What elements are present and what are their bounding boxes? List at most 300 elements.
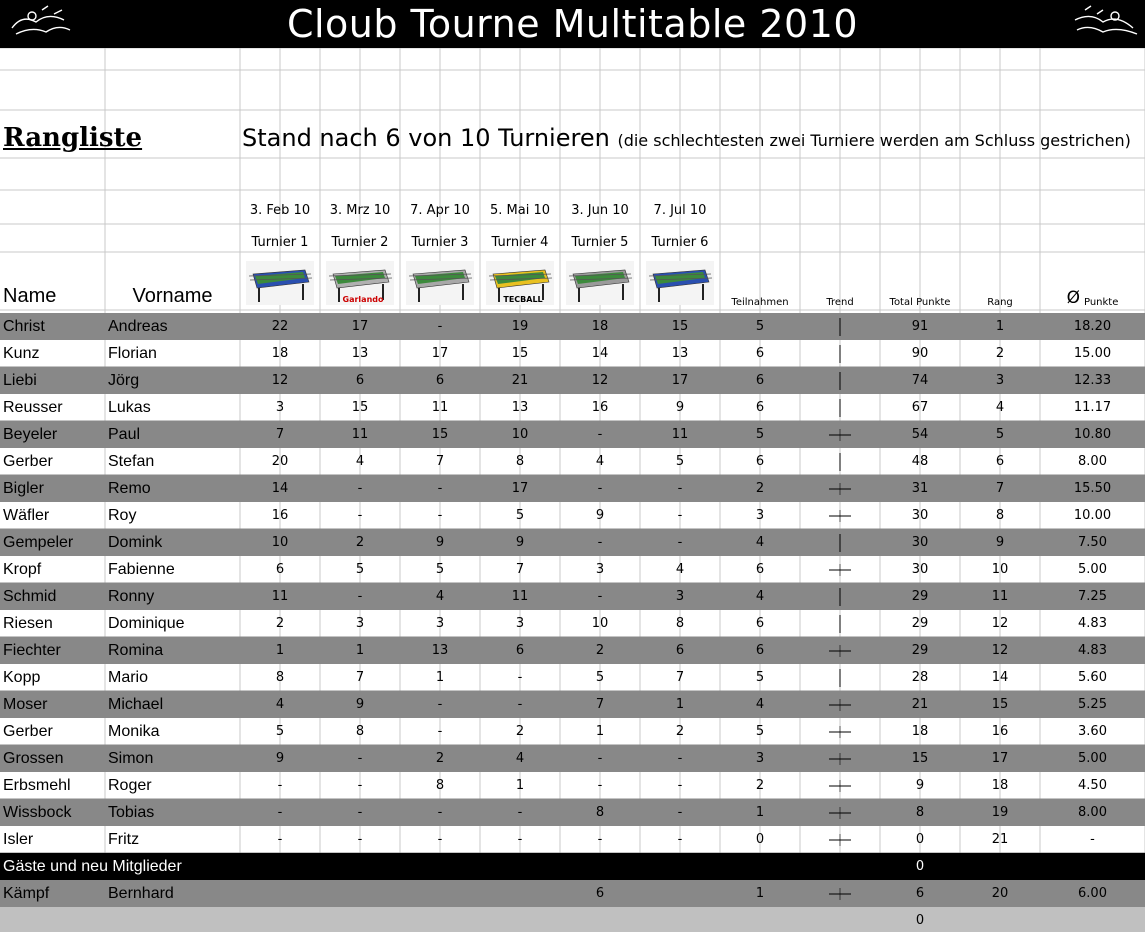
tournament-points[interactable]: 9 (515, 535, 525, 550)
total-points[interactable]: 31 (911, 481, 929, 496)
average-points[interactable]: 3.60 (1078, 724, 1107, 739)
tournament-points[interactable]: 8 (435, 778, 445, 793)
total-points[interactable]: 48 (911, 454, 929, 469)
empty-row (0, 907, 1145, 932)
tournament-label[interactable]: Turnier 1 (251, 234, 309, 250)
average-points[interactable]: 4.83 (1078, 643, 1107, 658)
trend-flat-icon (828, 641, 852, 661)
tournament-points[interactable]: - (357, 481, 363, 496)
tournament-date[interactable]: 7. Apr 10 (410, 202, 470, 218)
tournament-points[interactable]: 4 (595, 454, 605, 469)
rank[interactable]: 11 (991, 589, 1009, 604)
trend-up-icon (828, 533, 852, 553)
participations[interactable]: 5 (755, 724, 765, 739)
tournament-points[interactable]: 9 (595, 508, 605, 523)
tournament-points[interactable] (400, 880, 480, 907)
tournament-points[interactable]: - (277, 778, 283, 793)
tournament-points[interactable]: 6 (675, 643, 685, 658)
trend-flat-icon (828, 425, 852, 445)
total-points[interactable]: 29 (911, 643, 929, 658)
player-vorname[interactable]: Fritz (108, 830, 140, 848)
tournament-points[interactable]: - (357, 832, 363, 847)
tournament-date[interactable]: 7. Jul 10 (653, 202, 707, 218)
average-points[interactable]: 18.20 (1073, 319, 1112, 334)
foosball-table-icon (405, 260, 475, 306)
rank[interactable]: 3 (995, 373, 1005, 388)
tournament-points[interactable]: 9 (275, 751, 285, 766)
player-name[interactable]: Schmid (3, 587, 57, 605)
player-vorname[interactable]: Paul (108, 425, 141, 443)
player-vorname[interactable]: Romina (108, 641, 164, 659)
tournament-label[interactable]: Turnier 6 (651, 234, 709, 250)
total-points[interactable]: 15 (911, 751, 929, 766)
player-vorname[interactable]: Fabienne (108, 560, 175, 578)
average-points[interactable]: 4.83 (1078, 616, 1107, 631)
tournament-points[interactable] (480, 880, 560, 907)
tournament-points[interactable]: 7 (275, 427, 285, 442)
total-points[interactable]: 28 (911, 670, 929, 685)
column-header-teilnahmen: Teilnahmen (731, 297, 789, 308)
table-brand-label: Garlando (342, 294, 384, 304)
status-note: (die schlechtesten zwei Turniere werden am Schluss gestrichen) (617, 131, 1131, 150)
tournament-points[interactable]: - (677, 508, 683, 523)
avg-label: Punkte (1083, 297, 1119, 308)
tournament-label[interactable]: Turnier 5 (571, 234, 629, 250)
tournament-points[interactable]: - (357, 778, 363, 793)
column-header-name: Name (3, 284, 57, 307)
average-points[interactable]: 11.17 (1073, 400, 1112, 415)
tournament-points[interactable]: - (517, 670, 523, 685)
tournament-points[interactable]: 1 (355, 643, 365, 658)
tournament-points[interactable]: 4 (435, 589, 445, 604)
rank[interactable]: 19 (991, 805, 1009, 820)
total-points[interactable]: 29 (911, 589, 929, 604)
player-vorname[interactable]: Jörg (108, 371, 140, 389)
tournament-points[interactable]: 17 (671, 373, 689, 388)
tournament-points[interactable]: 13 (431, 643, 449, 658)
participations[interactable]: 5 (755, 670, 765, 685)
tournament-points[interactable]: 12 (591, 373, 609, 388)
total-points[interactable]: 0 (915, 832, 925, 847)
player-name[interactable]: Kopp (3, 668, 41, 686)
trend-flat-icon (828, 560, 852, 580)
trend-up-icon (828, 668, 852, 688)
player-vorname[interactable]: Monika (108, 722, 160, 740)
player-name[interactable]: Gerber (3, 452, 53, 470)
tournament-points[interactable]: - (437, 697, 443, 712)
player-name[interactable]: Riesen (3, 614, 53, 632)
participations[interactable]: 6 (755, 643, 765, 658)
average-points[interactable]: 5.25 (1078, 697, 1107, 712)
rank[interactable]: 16 (991, 724, 1009, 739)
trend-flat-icon (828, 803, 852, 823)
participations[interactable]: 2 (755, 778, 765, 793)
participations[interactable]: 1 (755, 886, 765, 901)
participations[interactable]: 5 (755, 427, 765, 442)
tournament-points[interactable]: - (357, 589, 363, 604)
tournament-points[interactable]: 8 (595, 805, 605, 820)
rank[interactable]: 7 (995, 481, 1005, 496)
participations[interactable]: 6 (755, 373, 765, 388)
tournament-points[interactable]: - (597, 832, 603, 847)
tournament-points[interactable]: 1 (595, 724, 605, 739)
tournament-points[interactable]: 15 (351, 400, 369, 415)
trend-up-icon (828, 614, 852, 634)
average-points[interactable]: - (1090, 832, 1095, 847)
tournament-points[interactable]: - (437, 481, 443, 496)
player-vorname[interactable]: Bernhard (108, 884, 174, 902)
tournament-points[interactable]: 5 (595, 670, 605, 685)
player-name[interactable]: Isler (3, 830, 34, 848)
total-points[interactable]: 91 (911, 319, 929, 334)
player-vorname[interactable]: Lukas (108, 398, 151, 416)
rank[interactable]: 5 (995, 427, 1005, 442)
tournament-points[interactable]: 11 (271, 589, 289, 604)
average-points[interactable]: 5.60 (1078, 670, 1107, 685)
rank[interactable]: 14 (991, 670, 1009, 685)
average-points[interactable]: 10.80 (1073, 427, 1112, 442)
tournament-points[interactable]: 7 (435, 454, 445, 469)
trend-flat-icon (828, 695, 852, 715)
player-vorname[interactable]: Stefan (108, 452, 155, 470)
participations[interactable]: 3 (755, 508, 765, 523)
tournament-points[interactable]: 8 (675, 616, 685, 631)
player-name[interactable]: Gerber (3, 722, 53, 740)
tournament-points[interactable]: - (677, 751, 683, 766)
player-name[interactable]: Christ (3, 317, 45, 335)
tournament-points[interactable]: 8 (275, 670, 285, 685)
player-name[interactable]: Erbsmehl (3, 776, 71, 794)
tournament-points[interactable]: - (677, 535, 683, 550)
guests-label: Gäste und neu Mitglieder (3, 857, 182, 875)
tournament-points[interactable]: - (277, 832, 283, 847)
foosball-table-icon (565, 260, 635, 306)
tournament-points[interactable]: 12 (271, 373, 289, 388)
trend-up-icon (828, 587, 852, 607)
tournament-points[interactable]: 13 (671, 346, 689, 361)
rank[interactable]: 12 (991, 616, 1009, 631)
rank[interactable]: 20 (991, 886, 1009, 901)
player-name[interactable]: Wäfler (3, 506, 50, 524)
tournament-points[interactable]: 10 (511, 427, 529, 442)
tournament-points[interactable]: 4 (515, 751, 525, 766)
tournament-points[interactable]: - (677, 805, 683, 820)
participations[interactable]: 4 (755, 589, 765, 604)
tournament-points[interactable]: 17 (431, 346, 449, 361)
player-name[interactable]: Beyeler (3, 425, 58, 443)
tournament-points[interactable]: 3 (675, 589, 685, 604)
tournament-points[interactable]: - (437, 832, 443, 847)
player-name[interactable]: Kunz (3, 344, 40, 362)
tournament-points[interactable]: 20 (271, 454, 289, 469)
tournament-date[interactable]: 3. Jun 10 (571, 202, 629, 218)
average-points[interactable]: 8.00 (1078, 454, 1107, 469)
tournament-points[interactable]: 5 (275, 724, 285, 739)
tournament-points[interactable]: - (597, 778, 603, 793)
tournament-points[interactable]: 10 (591, 616, 609, 631)
tournament-points[interactable]: 6 (435, 373, 445, 388)
tournament-points[interactable]: 10 (271, 535, 289, 550)
tournament-points[interactable]: 3 (275, 400, 285, 415)
tournament-points[interactable]: - (677, 778, 683, 793)
average-points[interactable]: 5.00 (1078, 751, 1107, 766)
tournament-points[interactable]: 11 (351, 427, 369, 442)
tournament-points[interactable]: 3 (595, 562, 605, 577)
tournament-points[interactable]: 7 (675, 670, 685, 685)
tournament-points[interactable]: 7 (355, 670, 365, 685)
tournament-points[interactable]: 9 (435, 535, 445, 550)
tournament-points[interactable]: 17 (511, 481, 529, 496)
tournament-points[interactable]: - (517, 805, 523, 820)
tournament-points[interactable]: 16 (591, 400, 609, 415)
average-points[interactable]: 10.00 (1073, 508, 1112, 523)
player-name[interactable]: Gempeler (3, 533, 74, 551)
tournament-points[interactable]: 4 (675, 562, 685, 577)
tournament-points[interactable]: 2 (515, 724, 525, 739)
tournament-points[interactable]: - (437, 724, 443, 739)
tournament-points[interactable]: 11 (431, 400, 449, 415)
tournament-points[interactable]: 2 (275, 616, 285, 631)
total-points[interactable]: 6 (915, 886, 925, 901)
trend-up-icon (828, 398, 852, 418)
column-header-avg (1040, 282, 1145, 310)
tournament-points[interactable]: 7 (595, 697, 605, 712)
player-vorname[interactable]: Andreas (108, 317, 168, 335)
tournament-points[interactable]: 1 (275, 643, 285, 658)
total-points[interactable]: 30 (911, 535, 929, 550)
tournament-points[interactable]: - (677, 481, 683, 496)
player-vorname[interactable]: Roger (108, 776, 152, 794)
total-points[interactable]: 74 (911, 373, 929, 388)
tournament-points[interactable]: - (597, 535, 603, 550)
participations[interactable]: 4 (755, 697, 765, 712)
tournament-points[interactable]: 15 (511, 346, 529, 361)
tournament-points[interactable]: 11 (511, 589, 529, 604)
foosball-table-icon (645, 260, 715, 306)
heading-rangliste: Rangliste (3, 123, 143, 153)
rank[interactable]: 2 (995, 346, 1005, 361)
title-bar (0, 0, 1145, 48)
tournament-points[interactable]: - (437, 508, 443, 523)
player-vorname[interactable]: Remo (108, 479, 151, 497)
player-vorname[interactable]: Ronny (108, 587, 155, 605)
rank[interactable]: 21 (991, 832, 1009, 847)
foosball-table-icon (245, 260, 315, 306)
participations[interactable]: 0 (755, 832, 765, 847)
tournament-points[interactable]: 2 (675, 724, 685, 739)
player-vorname[interactable]: Florian (108, 344, 157, 362)
rank[interactable]: 1 (995, 319, 1005, 334)
tournament-points[interactable]: - (357, 805, 363, 820)
tournament-points[interactable]: - (597, 751, 603, 766)
tournament-points[interactable] (240, 880, 320, 907)
player-name[interactable]: Kropf (3, 560, 42, 578)
tournament-points[interactable]: 6 (595, 886, 605, 901)
participations[interactable]: 4 (755, 535, 765, 550)
player-name[interactable]: Fiechter (3, 641, 61, 659)
rank[interactable]: 12 (991, 643, 1009, 658)
tournament-points[interactable] (320, 880, 400, 907)
average-points[interactable]: 5.00 (1078, 562, 1107, 577)
tournament-date[interactable]: 5. Mai 10 (489, 202, 550, 218)
total-points[interactable]: 8 (915, 805, 925, 820)
tournament-label[interactable]: Turnier 4 (491, 234, 549, 250)
tournament-points[interactable]: 22 (271, 319, 289, 334)
trend-flat-icon (828, 749, 852, 769)
tournament-points[interactable]: 5 (515, 508, 525, 523)
total-points[interactable]: 0 (915, 913, 925, 928)
sheet-title: Cloub Tourne Multitable 2010 (286, 2, 859, 46)
player-vorname[interactable]: Roy (108, 506, 137, 524)
tournament-points[interactable]: 15 (671, 319, 689, 334)
total-points[interactable]: 30 (911, 508, 929, 523)
player-vorname[interactable]: Domink (108, 533, 163, 551)
total-points[interactable]: 21 (911, 697, 929, 712)
column-header-trend: Trend (826, 297, 854, 308)
tournament-points[interactable]: 8 (515, 454, 525, 469)
average-points[interactable]: 15.50 (1073, 481, 1112, 496)
total-points[interactable]: 54 (911, 427, 929, 442)
player-vorname[interactable]: Simon (108, 749, 154, 767)
tournament-label[interactable]: Turnier 2 (331, 234, 389, 250)
player-name[interactable]: Liebi (3, 371, 37, 389)
tournament-points[interactable]: 5 (675, 454, 685, 469)
tournament-points[interactable]: 3 (355, 616, 365, 631)
tournament-points[interactable]: 1 (675, 697, 685, 712)
player-name[interactable]: Grossen (3, 749, 64, 767)
tournament-points[interactable]: 5 (355, 562, 365, 577)
tournament-points[interactable]: - (597, 481, 603, 496)
tournament-points[interactable]: 4 (355, 454, 365, 469)
trend-flat-icon (828, 830, 852, 850)
tournament-points[interactable]: 7 (515, 562, 525, 577)
participations[interactable]: 3 (755, 751, 765, 766)
tournament-points[interactable]: 6 (515, 643, 525, 658)
tournament-label[interactable]: Turnier 3 (411, 234, 469, 250)
participations[interactable]: 6 (755, 562, 765, 577)
tournament-points[interactable]: 4 (275, 697, 285, 712)
tournament-points[interactable]: 13 (351, 346, 369, 361)
tournament-points[interactable]: 15 (431, 427, 449, 442)
player-vorname[interactable]: Michael (108, 695, 164, 713)
tournament-points[interactable]: - (357, 508, 363, 523)
player-vorname[interactable]: Mario (108, 668, 149, 686)
tournament-date[interactable]: 3. Feb 10 (249, 202, 311, 218)
tournament-points[interactable]: - (677, 832, 683, 847)
rank[interactable]: 15 (991, 697, 1009, 712)
total-points[interactable]: 67 (911, 400, 929, 415)
average-points[interactable]: 4.50 (1078, 778, 1107, 793)
tournament-points[interactable]: 5 (435, 562, 445, 577)
player-name[interactable]: Kämpf (3, 884, 50, 902)
guests-total[interactable]: 0 (915, 859, 925, 874)
tournament-points[interactable]: 9 (355, 697, 365, 712)
average-points[interactable]: 8.00 (1078, 805, 1107, 820)
tournament-points[interactable]: - (437, 805, 443, 820)
column-header-total: Total Punkte (889, 297, 951, 308)
tournament-points[interactable]: 13 (511, 400, 529, 415)
tournament-points[interactable]: 17 (351, 319, 369, 334)
trend-up-icon (828, 317, 852, 337)
tournament-points[interactable]: 14 (591, 346, 609, 361)
tournament-points[interactable]: 3 (435, 616, 445, 631)
rank[interactable]: 6 (995, 454, 1005, 469)
total-points[interactable]: 30 (911, 562, 929, 577)
rank[interactable]: 17 (991, 751, 1009, 766)
tournament-points[interactable]: 21 (511, 373, 529, 388)
tournament-points[interactable]: - (517, 832, 523, 847)
participations[interactable]: 6 (755, 346, 765, 361)
tournament-points[interactable]: 2 (355, 535, 365, 550)
participations[interactable]: 6 (755, 400, 765, 415)
tournament-points[interactable]: 2 (595, 643, 605, 658)
total-points[interactable]: 29 (911, 616, 929, 631)
rank[interactable]: 9 (995, 535, 1005, 550)
kicker-logo-icon (1067, 4, 1143, 44)
tournament-points[interactable]: - (597, 589, 603, 604)
tournament-points[interactable] (640, 880, 720, 907)
participations[interactable]: 6 (755, 616, 765, 631)
tournament-points[interactable]: - (597, 427, 603, 442)
average-points[interactable]: 6.00 (1078, 886, 1107, 901)
player-name[interactable]: Bigler (3, 479, 44, 497)
average-points[interactable]: 12.33 (1073, 373, 1112, 388)
player-name[interactable]: Moser (3, 695, 48, 713)
tournament-date[interactable]: 3. Mrz 10 (329, 202, 391, 218)
tournament-points[interactable]: 18 (271, 346, 289, 361)
trend-flat-icon (828, 506, 852, 526)
tournament-points[interactable]: 14 (271, 481, 289, 496)
participations[interactable]: 2 (755, 481, 765, 496)
player-vorname[interactable]: Tobias (108, 803, 155, 821)
average-points[interactable]: 15.00 (1073, 346, 1112, 361)
tournament-points[interactable]: - (437, 319, 443, 334)
participations[interactable]: 6 (755, 454, 765, 469)
rank[interactable]: 8 (995, 508, 1005, 523)
tournament-points[interactable]: 6 (355, 373, 365, 388)
tournament-points[interactable]: 16 (271, 508, 289, 523)
tournament-points[interactable]: - (357, 751, 363, 766)
tournament-points[interactable]: 3 (515, 616, 525, 631)
tournament-points[interactable]: 8 (355, 724, 365, 739)
player-vorname[interactable]: Dominique (108, 614, 185, 632)
participations[interactable]: 1 (755, 805, 765, 820)
tournament-points[interactable]: 1 (435, 670, 445, 685)
rank[interactable]: 4 (995, 400, 1005, 415)
tournament-points[interactable]: 11 (671, 427, 689, 442)
tournament-points[interactable]: 2 (435, 751, 445, 766)
average-points[interactable]: 7.50 (1078, 535, 1107, 550)
tournament-points[interactable]: - (277, 805, 283, 820)
tournament-points[interactable]: 19 (511, 319, 529, 334)
total-points[interactable]: 18 (911, 724, 929, 739)
total-points[interactable]: 9 (915, 778, 925, 793)
tournament-points[interactable]: 6 (275, 562, 285, 577)
total-points[interactable]: 90 (911, 346, 929, 361)
standings-status (242, 124, 1131, 152)
rank[interactable]: 10 (991, 562, 1009, 577)
player-name[interactable]: Reusser (3, 398, 63, 416)
rank[interactable]: 18 (991, 778, 1009, 793)
participations[interactable]: 5 (755, 319, 765, 334)
trend-flat-icon (828, 884, 852, 904)
average-points[interactable]: 7.25 (1078, 589, 1107, 604)
tournament-points[interactable]: 1 (515, 778, 525, 793)
player-name[interactable]: Wissbock (3, 803, 72, 821)
tournament-points[interactable]: 9 (675, 400, 685, 415)
tournament-points[interactable]: 18 (591, 319, 609, 334)
tournament-points[interactable]: - (517, 697, 523, 712)
